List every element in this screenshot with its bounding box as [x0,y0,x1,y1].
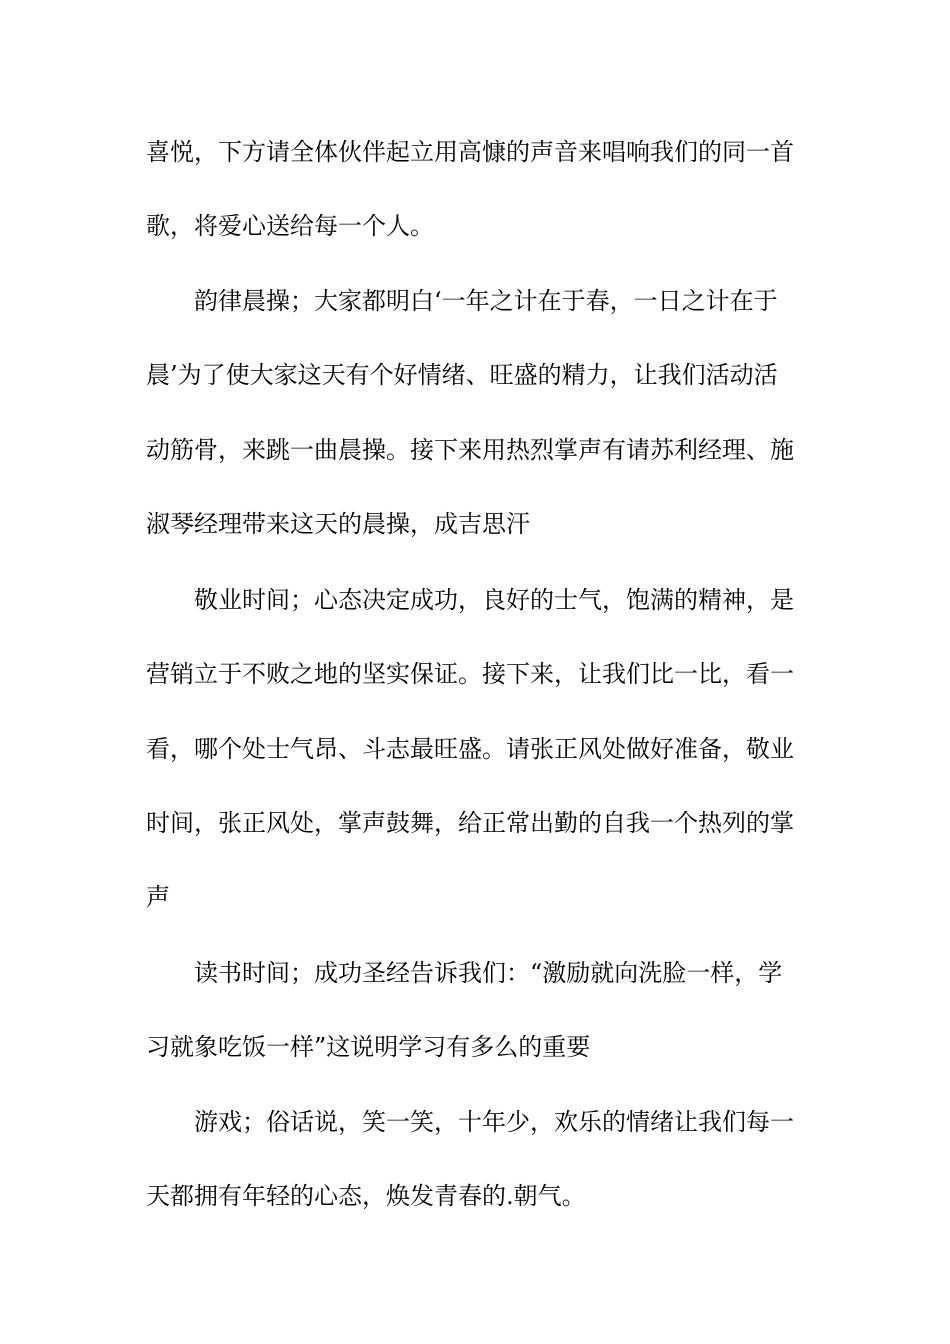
text-line: 声 [146,883,170,911]
text-line: 时间，张正风处，掌声鼓舞，给正常出勤的自我一个热列的掌 [146,809,794,837]
text-line: 看，哪个处士气昂、斗志最旺盛。请张正风处做好准备，敬业 [146,735,794,763]
paragraph-start-line: 韵律晨操；大家都明白‘一年之计在于春，一日之计在于 [194,287,778,315]
text-line: 歌，将爱心送给每一个人。 [146,212,434,240]
text-line: 习就象吃饭一样”这说明学习有多么的重要 [146,1033,591,1061]
paragraph-start-line: 敬业时间；心态决定成功，良好的士气，饱满的精神，是 [194,586,794,614]
text-line: 喜悦，下方请全体伙伴起立用高慷的声音来唱响我们的同一首 [146,138,794,166]
text-line: 动筋骨，来跳一曲晨操。接下来用热烈掌声有请苏利经理、施 [146,436,794,464]
text-line: 天都拥有年轻的心态，焕发青春的.朝气。 [146,1182,586,1210]
paragraph-start-line: 读书时间；成功圣经告诉我们：“激励就向洗脸一样，学 [194,959,783,987]
text-line: 晨’为了使大家这天有个好情绪、旺盛的精力，让我们活动活 [146,361,778,389]
paragraph-start-line: 游戏；俗话说，笑一笑，十年少，欢乐的情绪让我们每一 [194,1108,794,1136]
text-line: 淑琴经理带来这天的晨操，成吉思汗 [146,510,530,538]
text-line: 营销立于不败之地的坚实保证。接下来，让我们比一比，看一 [146,660,794,688]
